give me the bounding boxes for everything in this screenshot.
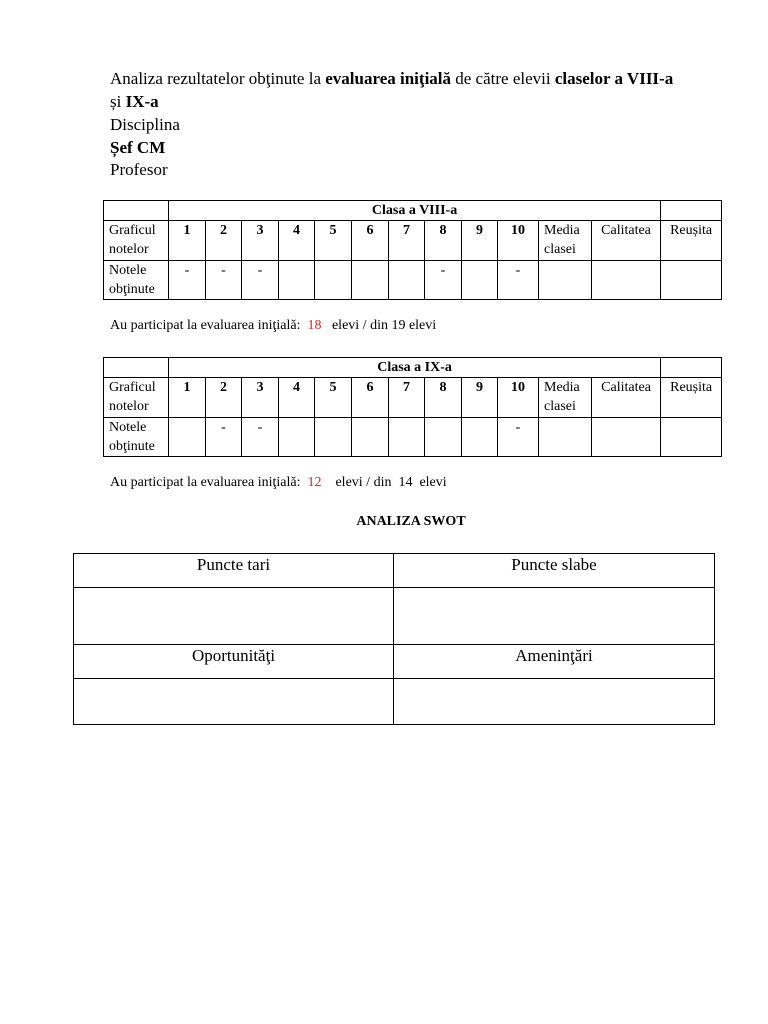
grade-count-cell: - xyxy=(425,261,462,300)
document-title xyxy=(110,68,673,91)
class-caption: Clasa a VIII-a xyxy=(169,201,661,221)
participation-text: elevi / din 19 elevi xyxy=(321,318,437,333)
profesor-label: Profesor xyxy=(110,160,168,179)
grade-count-cell: - xyxy=(242,261,279,300)
grade-count-cell xyxy=(352,261,389,300)
participation-text: Au participat la evaluarea iniţială: xyxy=(110,318,308,333)
label-line: clasei xyxy=(544,399,576,414)
grade-header: 1 xyxy=(169,221,206,261)
calitatea-header: Calitatea xyxy=(592,221,661,261)
calitatea-header: Calitatea xyxy=(592,378,661,418)
label-line: obţinute xyxy=(109,439,155,454)
grade-header: 5 xyxy=(315,221,352,261)
table-corner xyxy=(104,358,169,378)
reusita-value-cell xyxy=(661,418,722,457)
label-line: notelor xyxy=(109,242,149,257)
swot-strengths-cell xyxy=(74,588,394,645)
table-corner-right xyxy=(661,358,722,378)
grade-header: 6 xyxy=(352,221,389,261)
grade-count-cell xyxy=(315,418,352,457)
participation-line xyxy=(110,475,447,491)
grades-table-ix xyxy=(103,357,722,457)
swot-weaknesses-cell xyxy=(394,588,715,645)
participation-text: Au participat la evaluarea iniţială: xyxy=(110,475,308,490)
grade-header: 6 xyxy=(352,378,389,418)
grade-header: 9 xyxy=(462,221,498,261)
title-bold-ix: IX-a xyxy=(125,92,159,111)
grade-count-cell: - xyxy=(498,418,539,457)
grade-count-cell xyxy=(279,418,315,457)
grade-header: 4 xyxy=(279,378,315,418)
label-line: Media xyxy=(544,380,580,395)
sef-cm-label xyxy=(110,137,165,160)
swot-threats-header: Ameninţări xyxy=(394,645,715,679)
grade-count-cell xyxy=(315,261,352,300)
swot-title: ANALIZA SWOT xyxy=(356,514,466,529)
grade-header: 8 xyxy=(425,221,462,261)
label-line: Notele xyxy=(109,263,147,278)
grade-count-cell xyxy=(169,418,206,457)
row-label-notele xyxy=(104,261,169,300)
grade-count-cell: - xyxy=(169,261,206,300)
grade-header: 8 xyxy=(425,378,462,418)
swot-opportunities-cell xyxy=(74,679,394,725)
grade-header: 5 xyxy=(315,378,352,418)
label-line: notelor xyxy=(109,399,149,414)
grade-header: 4 xyxy=(279,221,315,261)
grade-count-cell xyxy=(425,418,462,457)
swot-threats-cell xyxy=(394,679,715,725)
disciplina-label: Disciplina xyxy=(110,115,180,134)
table-corner xyxy=(104,201,169,221)
title-text-2: de către elevii xyxy=(451,69,555,88)
grade-count-cell xyxy=(462,418,498,457)
title-text: Analiza rezultatelor obţinute la xyxy=(110,69,326,88)
grade-count-cell xyxy=(389,418,425,457)
grade-count-cell xyxy=(389,261,425,300)
label-line: Graficul xyxy=(109,380,156,395)
row-label-graficul xyxy=(104,221,169,261)
participation-line xyxy=(110,318,436,334)
label-line: Media xyxy=(544,223,580,238)
grade-count-cell: - xyxy=(242,418,279,457)
grade-header: 10 xyxy=(498,378,539,418)
grade-count-cell xyxy=(279,261,315,300)
grade-count-cell xyxy=(352,418,389,457)
grade-header: 2 xyxy=(206,221,242,261)
document-title-cont xyxy=(110,91,159,114)
grade-header: 3 xyxy=(242,221,279,261)
title-bold-classes: claselor a VIII-a xyxy=(554,69,674,88)
reusita-header: Reușita xyxy=(661,378,722,418)
media-value-cell xyxy=(539,418,592,457)
grade-header: 7 xyxy=(389,378,425,418)
grade-count-cell xyxy=(462,261,498,300)
grade-header: 2 xyxy=(206,378,242,418)
swot-table xyxy=(73,553,715,725)
row-label-graficul xyxy=(104,378,169,418)
grades-table-viii xyxy=(103,200,722,300)
media-header xyxy=(539,221,592,261)
reusita-header: Reușita xyxy=(661,221,722,261)
table-corner-right xyxy=(661,201,722,221)
grade-count-cell: - xyxy=(206,418,242,457)
grade-header: 9 xyxy=(462,378,498,418)
media-value-cell xyxy=(539,261,592,300)
grade-count-cell: - xyxy=(206,261,242,300)
swot-strengths-header: Puncte tari xyxy=(74,554,394,588)
swot-weaknesses-header: Puncte slabe xyxy=(394,554,715,588)
participation-text: elevi / din 14 elevi xyxy=(321,475,447,490)
label-line: clasei xyxy=(544,242,576,257)
grade-count-cell: - xyxy=(498,261,539,300)
sef-cm-text: Șef CM xyxy=(110,138,166,157)
label-line: Graficul xyxy=(109,223,156,238)
grade-header: 7 xyxy=(389,221,425,261)
reusita-value-cell xyxy=(661,261,722,300)
class-caption: Clasa a IX-a xyxy=(169,358,661,378)
participation-count: 12 xyxy=(307,475,322,490)
title-bold-evaluation: evaluarea iniţială xyxy=(325,69,452,88)
grade-header: 10 xyxy=(498,221,539,261)
participation-count: 18 xyxy=(307,318,322,333)
media-header xyxy=(539,378,592,418)
label-line: Notele xyxy=(109,420,147,435)
label-line: obţinute xyxy=(109,282,155,297)
calitatea-value-cell xyxy=(592,261,661,300)
swot-opportunities-header: Oportunităţi xyxy=(74,645,394,679)
calitatea-value-cell xyxy=(592,418,661,457)
grade-header: 1 xyxy=(169,378,206,418)
title-text-3: și xyxy=(110,92,126,111)
row-label-notele xyxy=(104,418,169,457)
grade-header: 3 xyxy=(242,378,279,418)
